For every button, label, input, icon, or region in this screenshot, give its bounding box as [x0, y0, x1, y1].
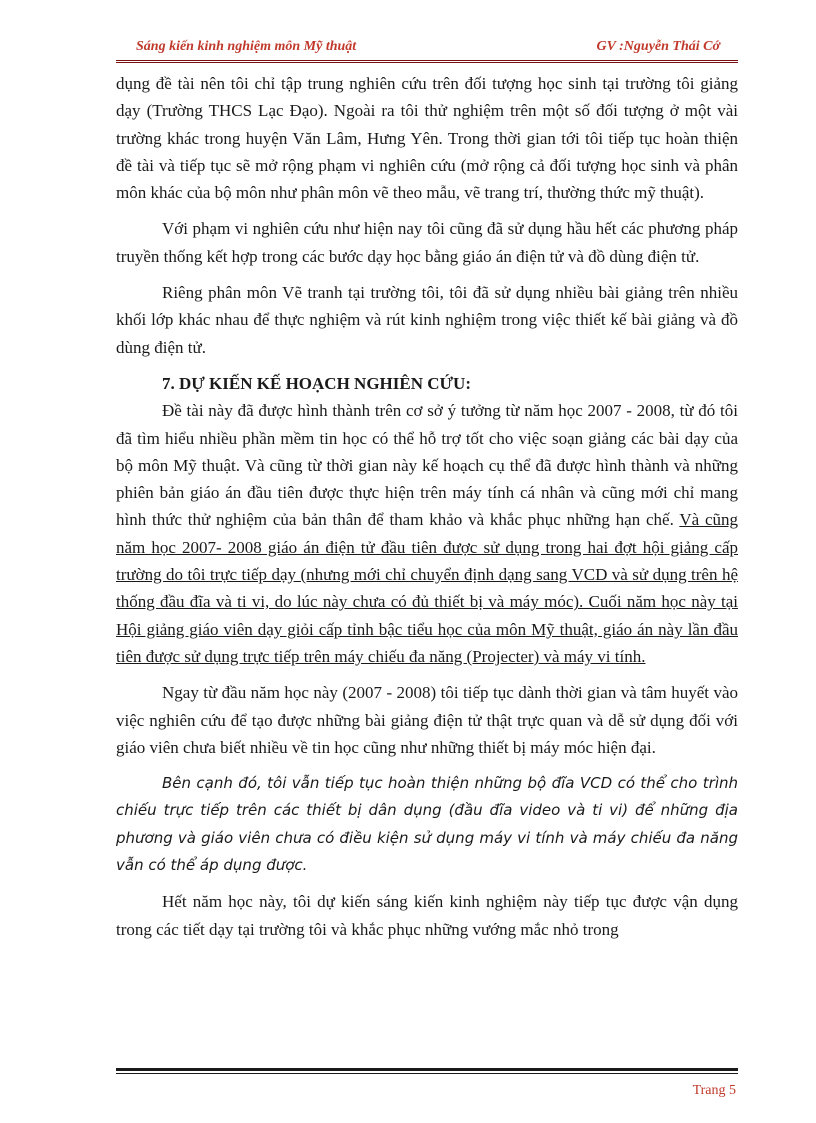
section-heading-research-plan: 7. DỰ KIẾN KẾ HOẠCH NGHIÊN CỨU:: [162, 373, 471, 393]
paragraph-drawing-subject: Riêng phân môn Vẽ tranh tại trường tôi, tôi đã sử dụng nhiều bài giảng trên nhiều khối lớp khác nhau để thực nghiệm và rút kinh nghiệm trong việc thiết kế bài giảng và đồ dùng điện tử.: [116, 283, 738, 357]
paragraph-scope-continued: dụng đề tài nên tôi chỉ tập trung nghiên cứu trên đối tượng học sinh tại trường tôi giảng dạy (Trường THCS Lạc Đạo). Ngoài ra tôi thử nghiệm trên một số đối tượng ở một vài trường khác trong huyện Văn Lâm, Hưng Yên. Trong thời gian tới tôi tiếp tục hoàn thiện đề tài và tiếp tục sẽ mở rộng phạm vi nghiên cứu (mở rộng cả đối tượng học sinh và phân môn khác của bộ môn như phân môn vẽ theo mẫu, vẽ trang trí, thường thức mỹ thuật).: [116, 74, 738, 203]
page-number: Trang 5: [692, 1083, 736, 1098]
paragraph-research-plan: [116, 397, 738, 670]
paragraph-research-plan-underlined: Và cũng năm học 2007- 2008 giáo án điện tử đầu tiên được sử dụng trong hai đợt hội giảng cấp trường do tôi trực tiếp dạy (nhưng mới chỉ chuyển định dạng sang VCD và sử dụng trên hệ thống đầu đĩa và ti vi, do lúc này chưa có đủ thiết bị và máy móc). Cuối năm học này tại Hội giảng giáo viên dạy giỏi cấp tỉnh bậc tiểu học của môn Mỹ thuật, giáo án này lần đầu tiên được sử dụng trực tiếp trên máy chiếu đa năng (Projecter) và máy vi tính.: [116, 510, 738, 666]
paragraph-methods: Với phạm vi nghiên cứu như hiện nay tôi cũng đã sử dụng hầu hết các phương pháp truyền thống kết hợp trong các bước dạy học bằng giáo án điện tử và đồ dùng điện tử.: [116, 219, 738, 266]
footer-rule-thin: [116, 1073, 738, 1074]
header-author: GV :Nguyễn Thái Cớ: [596, 39, 720, 54]
paragraph-end-of-year: Hết năm học này, tôi dự kiến sáng kiến kinh nghiệm này tiếp tục được vận dụng trong các tiết dạy tại trường tôi và khắc phục những vướng mắc nhỏ trong: [116, 892, 738, 939]
header-rule: [116, 60, 738, 63]
paragraph-vcd-italic: Bên cạnh đó, tôi vẫn tiếp tục hoàn thiện những bộ đĩa VCD có thể cho trình chiếu trực tiếp trên các thiết bị dân dụng (đầu đĩa video và ti vi) để những địa phương và giáo viên chưa có điều kiện sử dụng máy vi tính và máy chiếu đa năng vẫn có thể áp dụng được.: [116, 774, 738, 875]
document-body: [116, 70, 738, 952]
header-document-title: Sáng kiến kinh nghiệm môn Mỹ thuật: [136, 39, 357, 54]
footer-rule-thick: [116, 1068, 738, 1071]
paragraph-research-plan-text: Đề tài này đã được hình thành trên cơ sở ý tưởng từ năm học 2007 - 2008, từ đó tôi đã tìm hiểu nhiều phần mềm tin học có thể hỗ trợ tốt cho việc soạn giảng các bài dạy của bộ môn Mỹ thuật. Và cũng từ thời gian này kế hoạch cụ thể đã được hình thành và những phiên bản giáo án đầu tiên được thực hiện trên máy tính cá nhân và cũng mới chỉ mang hình thức thử nghiệm của bản thân để tham khảo và khắc phục những hạn chế.: [116, 401, 738, 530]
page-header: [116, 36, 738, 60]
paragraph-school-year: Ngay từ đầu năm học này (2007 - 2008) tôi tiếp tục dành thời gian và tâm huyết vào việc nghiên cứu để tạo được những bài giảng điện tử thật trực quan và dễ sử dụng đối với giáo viên chưa biết nhiều về tin học cũng như những thiết bị máy móc hiện đại.: [116, 683, 738, 757]
